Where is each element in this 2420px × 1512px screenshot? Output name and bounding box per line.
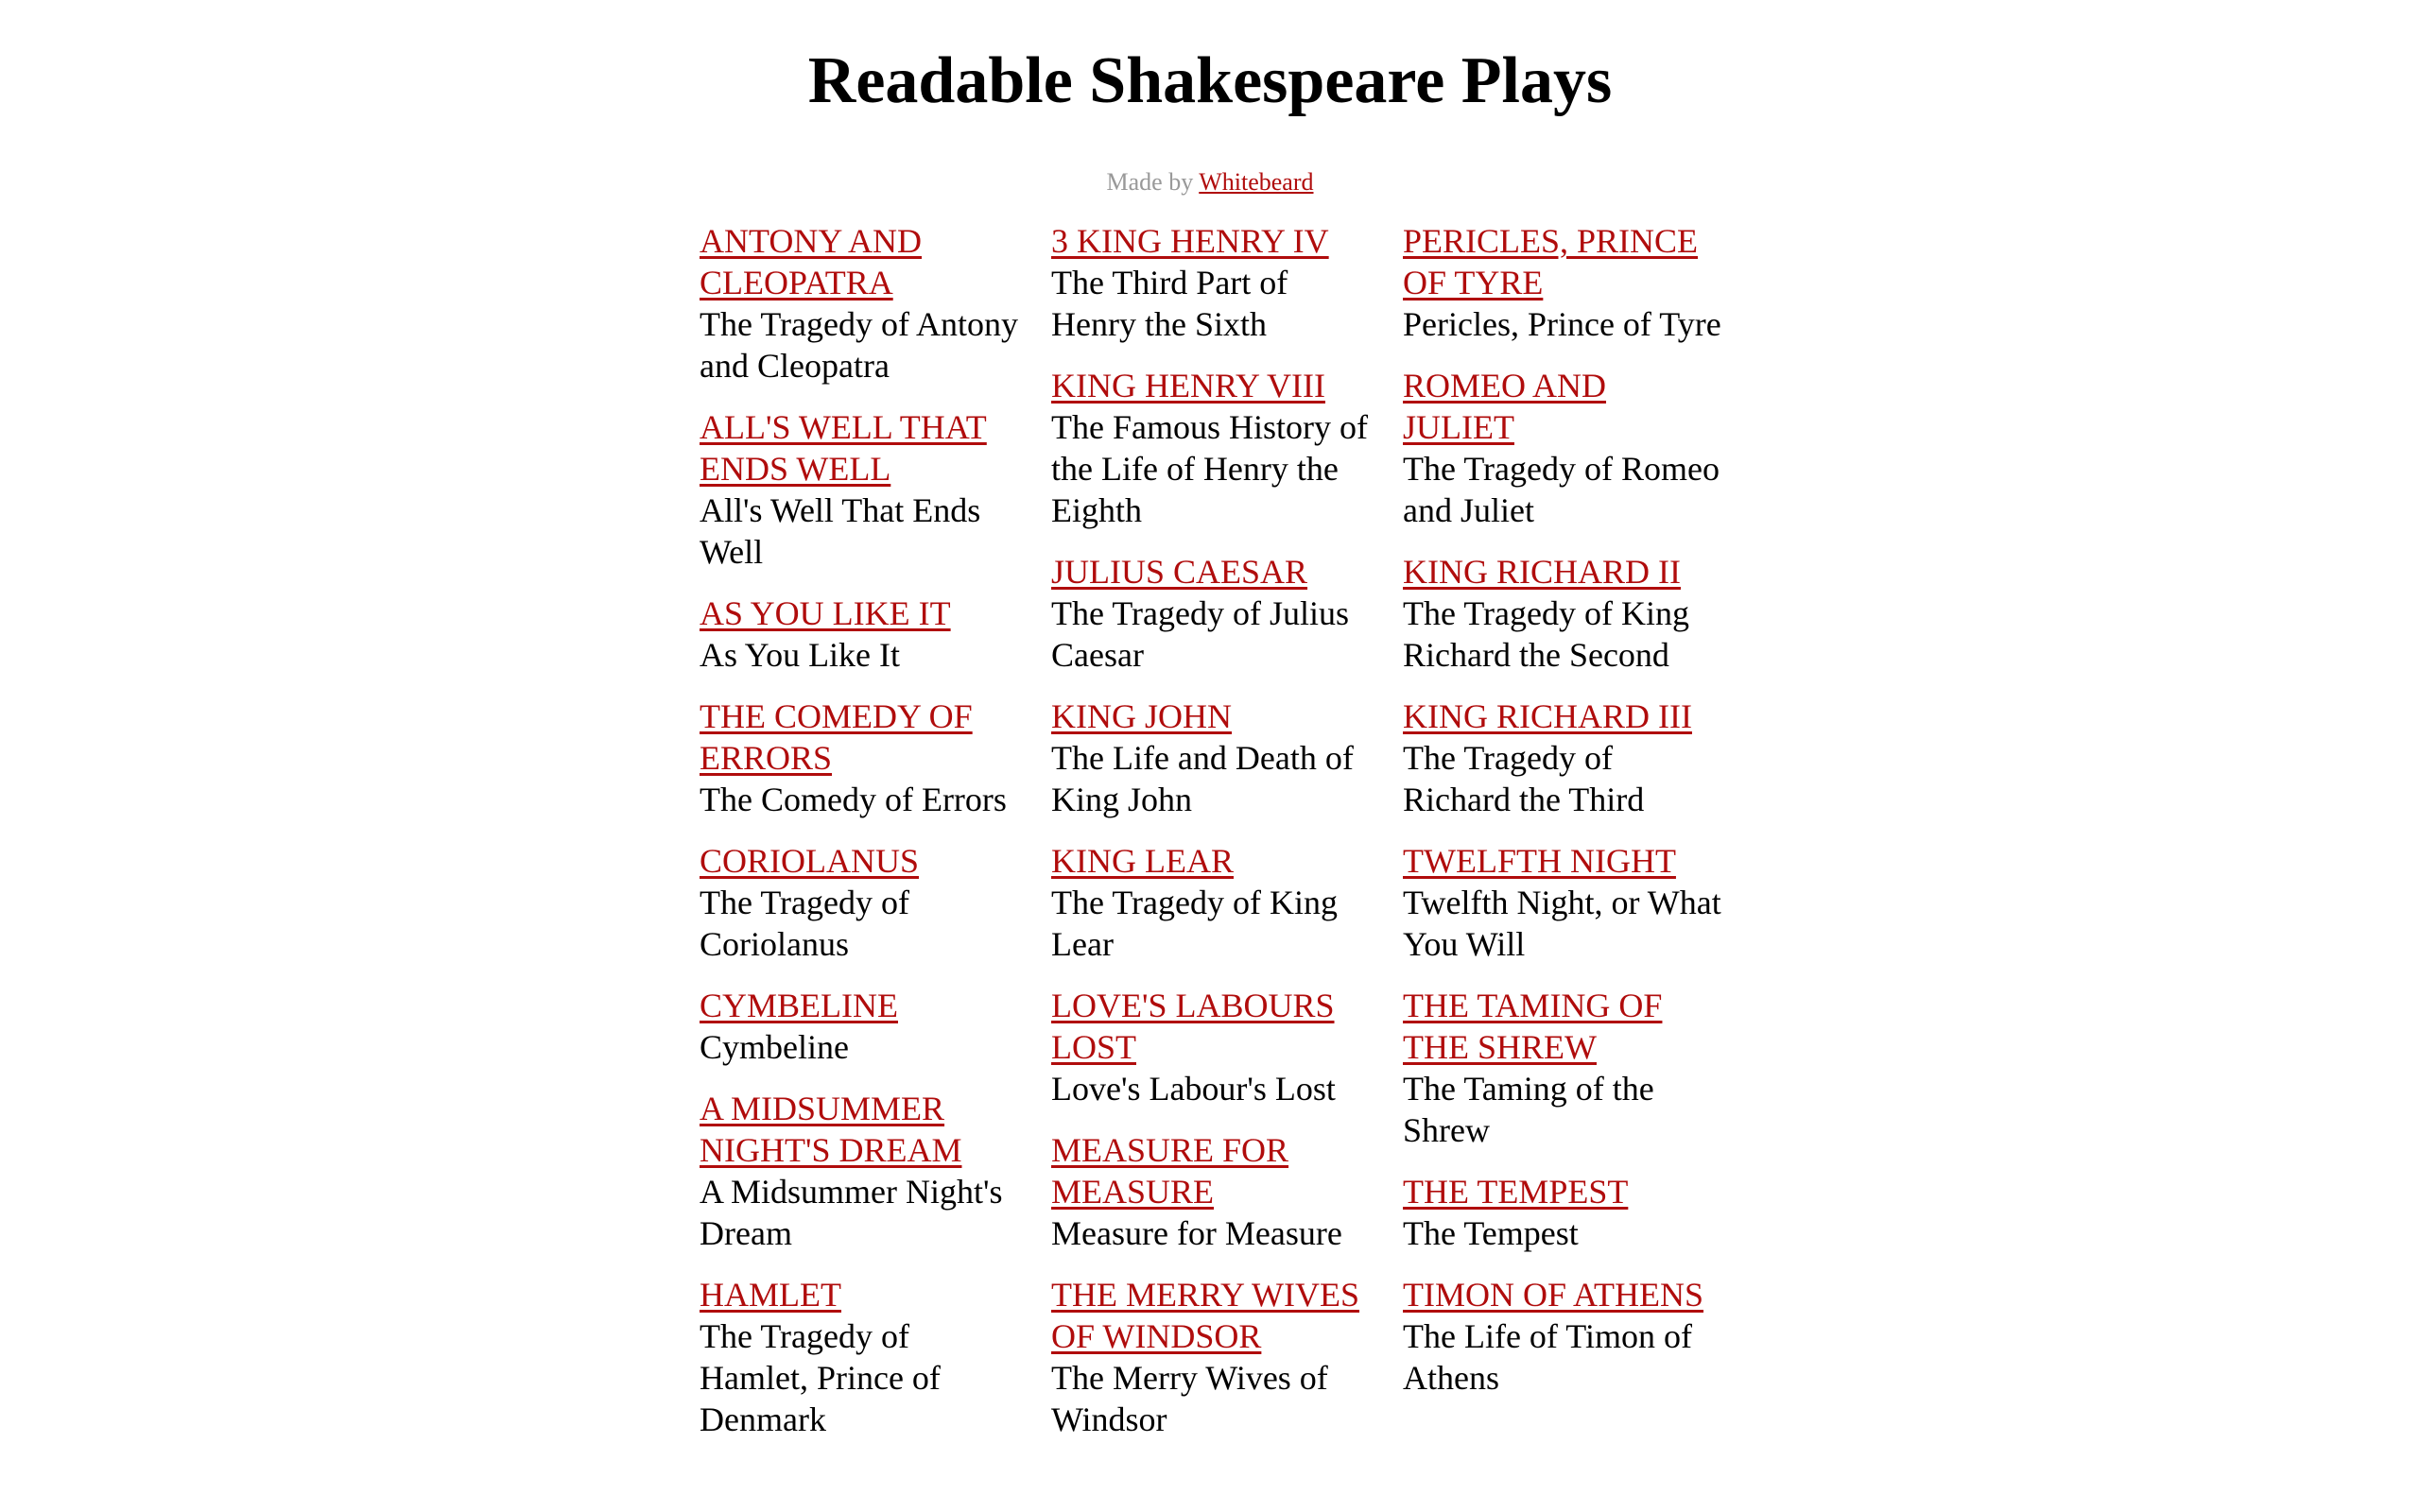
play-full-title: The Merry Wives of Windsor: [1051, 1359, 1328, 1438]
play-full-title: The Third Part of Henry the Sixth: [1051, 264, 1288, 343]
play-entry: [1403, 696, 1724, 820]
author-link[interactable]: Whitebeard: [1199, 168, 1314, 196]
play-link[interactable]: TWELFTH NIGHT: [1403, 842, 1676, 880]
play-entry: [700, 220, 1021, 387]
page-title: Readable Shakespeare Plays: [807, 44, 1613, 117]
plays-column-3: [1403, 220, 1724, 1460]
play-entry: [1403, 1171, 1724, 1254]
play-link[interactable]: MEASURE FOR MEASURE: [1051, 1131, 1289, 1211]
play-link[interactable]: THE TEMPEST: [1403, 1173, 1629, 1211]
play-entry: [1051, 1129, 1373, 1254]
play-full-title: The Tragedy of King Lear: [1051, 884, 1338, 963]
play-link[interactable]: KING RICHARD III: [1403, 697, 1692, 735]
play-entry: [700, 985, 1021, 1068]
play-link[interactable]: CORIOLANUS: [700, 842, 920, 880]
play-full-title: The Tragedy of King Richard the Second: [1403, 594, 1689, 674]
byline-prefix: Made by: [1106, 168, 1194, 196]
play-entry: [1051, 985, 1373, 1109]
play-full-title: Measure for Measure: [1051, 1214, 1342, 1252]
play-entry: [1403, 840, 1724, 965]
play-link[interactable]: ALL'S WELL THAT ENDS WELL: [700, 408, 987, 488]
play-full-title: As You Like It: [700, 636, 901, 674]
play-link[interactable]: KING RICHARD II: [1403, 553, 1681, 591]
play-entry: [1403, 220, 1724, 345]
play-full-title: The Life and Death of King John: [1051, 739, 1354, 818]
play-full-title: The Tragedy of Antony and Cleopatra: [700, 305, 1018, 385]
play-full-title: A Midsummer Night's Dream: [700, 1173, 1003, 1252]
play-link[interactable]: KING HENRY VIII: [1051, 367, 1325, 404]
play-link[interactable]: ROMEO AND JULIET: [1403, 367, 1607, 446]
play-full-title: The Tragedy of Coriolanus: [700, 884, 909, 963]
play-full-title: Cymbeline: [700, 1028, 849, 1066]
play-link[interactable]: PERICLES, PRINCE OF TYRE: [1403, 222, 1699, 301]
play-full-title: The Taming of the Shrew: [1403, 1070, 1654, 1149]
play-full-title: The Comedy of Errors: [700, 781, 1007, 818]
play-entry: [1403, 1274, 1724, 1399]
play-entry: [1051, 365, 1373, 531]
play-link[interactable]: THE COMEDY OF ERRORS: [700, 697, 973, 777]
play-link[interactable]: THE MERRY WIVES OF WINDSOR: [1051, 1276, 1360, 1355]
play-full-title: The Tempest: [1403, 1214, 1579, 1252]
play-entry: [700, 840, 1021, 965]
play-link[interactable]: LOVE'S LABOURS LOST: [1051, 987, 1335, 1066]
play-entry: [700, 1088, 1021, 1254]
play-link[interactable]: 3 KING HENRY IV: [1051, 222, 1329, 260]
plays-column-2: [1051, 220, 1373, 1460]
play-link[interactable]: CYMBELINE: [700, 987, 898, 1024]
play-entry: [700, 593, 1021, 676]
play-full-title: The Tragedy of Romeo and Juliet: [1403, 450, 1720, 529]
play-link[interactable]: KING LEAR: [1051, 842, 1234, 880]
play-entry: [1403, 985, 1724, 1151]
plays-list: [700, 220, 1724, 1460]
play-entry: [1051, 551, 1373, 676]
play-link[interactable]: KING JOHN: [1051, 697, 1232, 735]
play-link[interactable]: THE TAMING OF THE SHREW: [1403, 987, 1663, 1066]
play-full-title: All's Well That Ends Well: [700, 491, 981, 571]
play-full-title: The Tragedy of Julius Caesar: [1051, 594, 1349, 674]
play-full-title: Love's Labour's Lost: [1051, 1070, 1336, 1108]
play-full-title: The Tragedy of Richard the Third: [1403, 739, 1645, 818]
play-entry: [1051, 220, 1373, 345]
play-entry: [700, 696, 1021, 820]
byline: [0, 166, 2420, 198]
play-entry: [1403, 551, 1724, 676]
play-full-title: Twelfth Night, or What You Will: [1403, 884, 1721, 963]
play-link[interactable]: ANTONY AND CLEOPATRA: [700, 222, 923, 301]
play-full-title: The Famous History of the Life of Henry the Eighth: [1051, 408, 1368, 529]
play-link[interactable]: JULIUS CAESAR: [1051, 553, 1308, 591]
play-full-title: The Life of Timon of Athens: [1403, 1317, 1692, 1397]
play-link[interactable]: AS YOU LIKE IT: [700, 594, 951, 632]
play-entry: [700, 1274, 1021, 1440]
play-entry: [1403, 365, 1724, 531]
play-entry: [700, 406, 1021, 573]
play-link[interactable]: HAMLET: [700, 1276, 841, 1314]
play-link[interactable]: A MIDSUMMER NIGHT'S DREAM: [700, 1090, 962, 1169]
play-entry: [1051, 840, 1373, 965]
plays-column-1: [700, 220, 1021, 1460]
play-full-title: Pericles, Prince of Tyre: [1403, 305, 1721, 343]
play-entry: [1051, 696, 1373, 820]
play-link[interactable]: TIMON OF ATHENS: [1403, 1276, 1704, 1314]
play-full-title: The Tragedy of Hamlet, Prince of Denmark: [700, 1317, 941, 1438]
play-entry: [1051, 1274, 1373, 1440]
